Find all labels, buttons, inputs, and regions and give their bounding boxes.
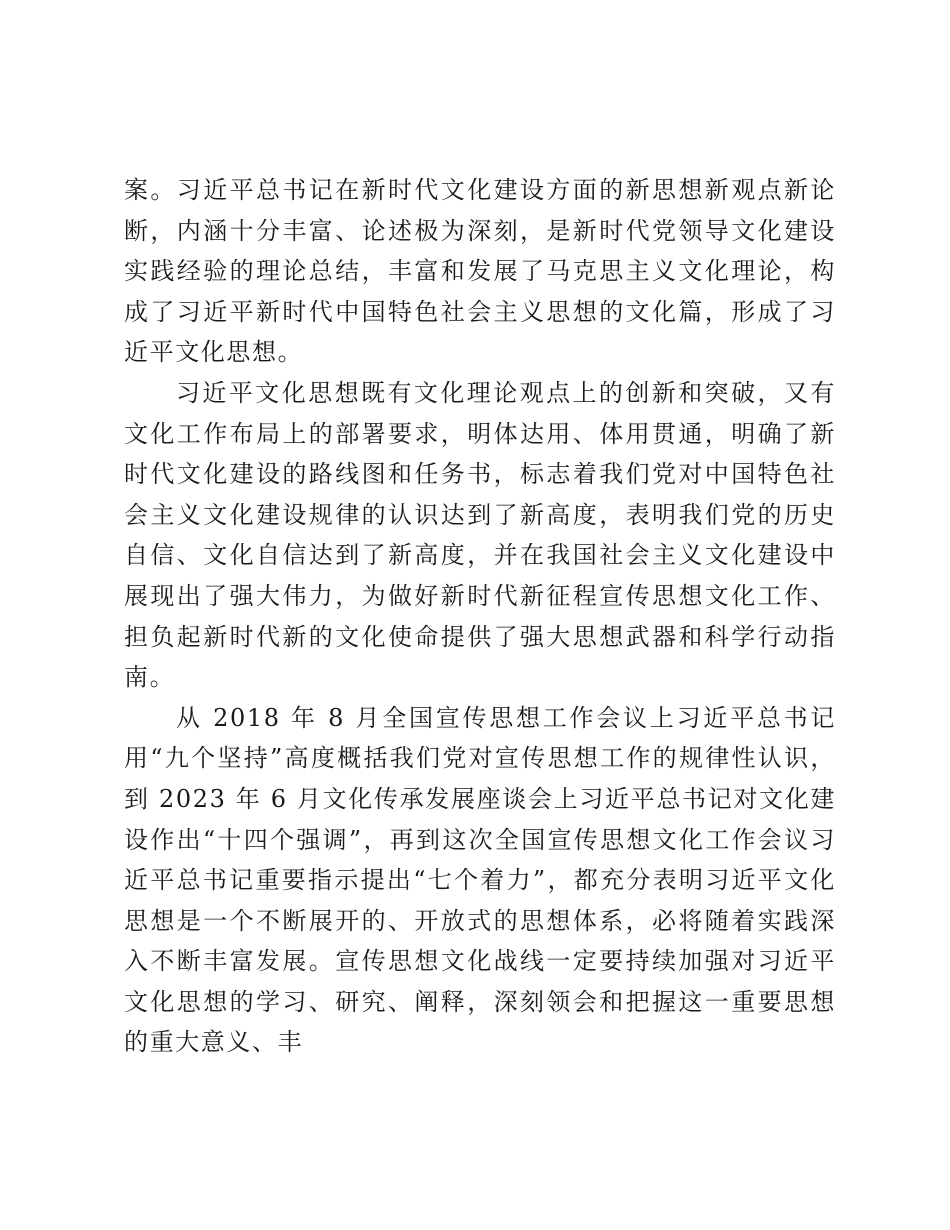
paragraph-continuation: 案。习近平总书记在新时代文化建设方面的新思想新观点新论断，内涵十分丰富、论述极为深刻，是新时代党领导文化建设实践经验的理论总结，丰富和发展了马克思主义文化理论，构成了习近平新时代中国特色社会主义思想的文化篇，形成了习近平文化思想。 [124,176,836,367]
document-body [124,170,836,1063]
paragraph-cultural-thought: 习近平文化思想既有文化理论观点上的创新和突破，又有文化工作布局上的部署要求，明体达用、体用贯通，明确了新时代文化建设的路线图和任务书，标志着我们党对中国特色社会主义文化建设规律的认识达到了新高度，表明我们党的历史自信、文化自信达到了新高度，并在我国社会主义文化建设中展现出了强大伟力，为做好新时代新征程宣传思想文化工作、担负起新时代新的文化使命提供了强大思想武器和科学行动指南。 [124,378,836,692]
paragraph-development-history: 从 2018 年 8 月全国宣传思想工作会议上习近平总书记用“九个坚持”高度概括我们党对宣传思想工作的规律性认识，到 2023 年 6 月文化传承发展座谈会上习近平总书记对文化建设作出“十四个强调”，再到这次全国宣传思想文化工作会议习近平总书记重要指示提出“七个着力”，都充分表明习近平文化思想是一个不断展开的、开放式的思想体系，必将随着实践深入不断丰富发展。宣传思想文化战线一定要持续加强对习近平文化思想的学习、研究、阐释，深刻领会和把握这一重要思想的重大意义、丰 [124,703,836,1057]
